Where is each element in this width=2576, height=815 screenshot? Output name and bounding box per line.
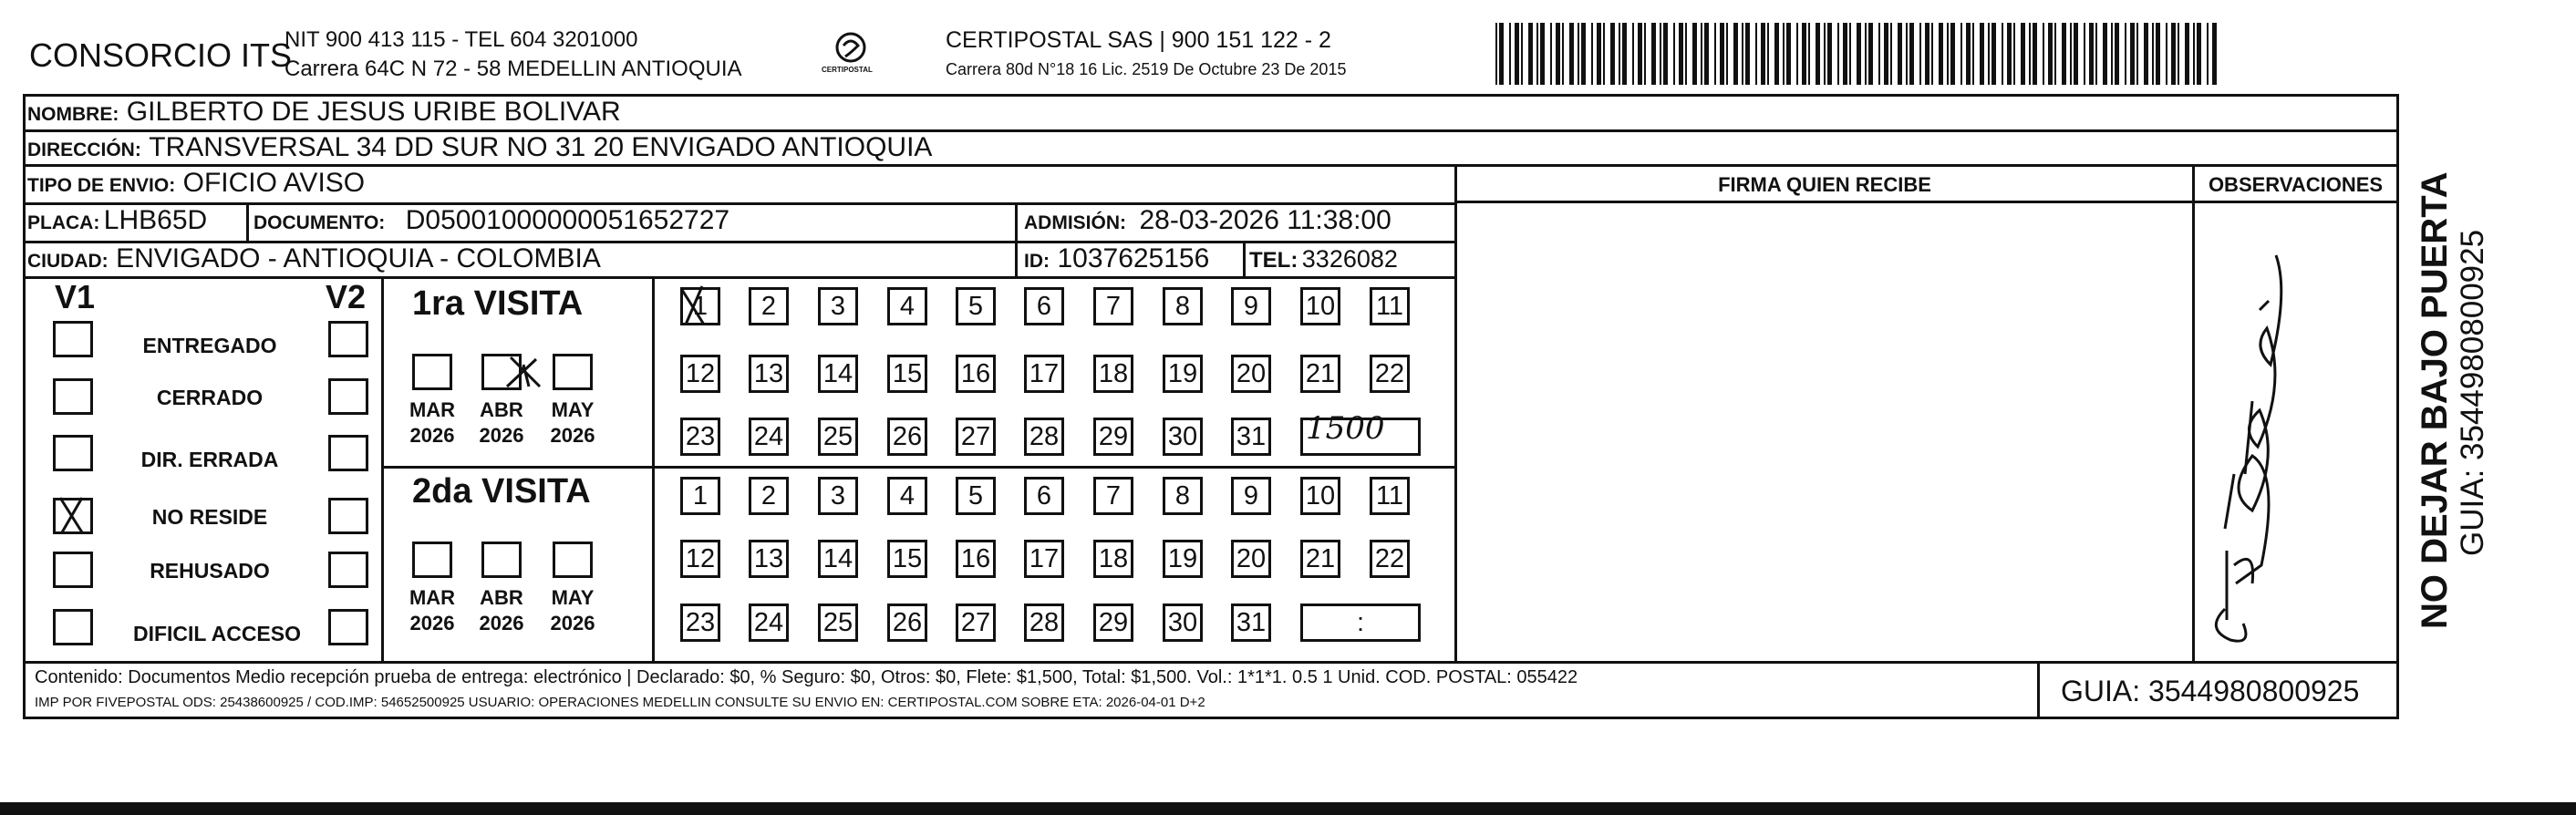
second-visit-day-box[interactable]: 3 bbox=[818, 477, 858, 515]
company-name: CONSORCIO ITS bbox=[29, 36, 293, 74]
tel-label: TEL: bbox=[1249, 248, 1298, 273]
admision-value: 28-03-2026 11:38:00 bbox=[1139, 205, 1391, 235]
second-visit-day-box[interactable]: 22 bbox=[1370, 540, 1410, 578]
second-visit-day-box[interactable]: 14 bbox=[818, 540, 858, 578]
first-visit-month-label: MAY 2026 bbox=[550, 398, 595, 447]
tipo-label: TIPO DE ENVIO: bbox=[27, 175, 176, 196]
first-visit-month-label: ABR 2026 bbox=[479, 398, 524, 447]
tipo-value: OFICIO AVISO bbox=[182, 168, 366, 198]
first-visit-day-box[interactable]: 19 bbox=[1163, 355, 1203, 393]
second-visit-title: 2da VISITA bbox=[412, 472, 591, 511]
first-visit-day-box[interactable]: 18 bbox=[1093, 355, 1133, 393]
second-visit-day-box[interactable]: 24 bbox=[749, 604, 789, 642]
placa-label: PLACA: bbox=[27, 212, 100, 233]
divider bbox=[2037, 661, 2040, 719]
first-visit-day-box[interactable]: 1 bbox=[680, 287, 720, 325]
status-label: DIFICIL ACCESO bbox=[132, 622, 301, 645]
nombre-label: NOMBRE: bbox=[27, 104, 119, 125]
side-guia: GUIA: 3544980800925 bbox=[2455, 229, 2490, 556]
status-label: ENTREGADO bbox=[142, 334, 277, 357]
certipostal-logo-text: CERTIPOSTAL bbox=[822, 66, 873, 74]
first-visit-day-box[interactable]: 28 bbox=[1024, 418, 1064, 456]
second-visit-day-box[interactable]: 2 bbox=[749, 477, 789, 515]
status-label: REHUSADO bbox=[150, 559, 270, 583]
first-visit-day-box[interactable]: 10 bbox=[1300, 287, 1340, 325]
first-visit-day-box[interactable]: 22 bbox=[1370, 355, 1410, 393]
company-nit-tel: NIT 900 413 115 - TEL 604 3201000 bbox=[284, 27, 638, 52]
company-address: Carrera 64C N 72 - 58 MEDELLIN ANTIOQUIA bbox=[284, 57, 742, 81]
id-label: ID: bbox=[1024, 251, 1050, 272]
firma-header: FIRMA QUIEN RECIBE bbox=[1718, 173, 1931, 196]
first-visit-day-box[interactable]: 30 bbox=[1163, 418, 1203, 456]
first-visit-day-box[interactable]: 8 bbox=[1163, 287, 1203, 325]
second-visit-day-box[interactable]: 27 bbox=[956, 604, 996, 642]
first-visit-day-box[interactable]: 11 bbox=[1370, 287, 1410, 325]
status-label: DIR. ERRADA bbox=[140, 448, 279, 471]
footer-contenido: Contenido: Documentos Medio recepción prueba de entrega: electrónico | Declarado: $0, % Seguro: $0, Otros: $0, Flete: $1,500, Total: $1,500. Vol.: 1*1*1. 0.5 1 Unid. COD. POSTAL: 055422 bbox=[35, 667, 1578, 687]
v1-label: V1 bbox=[55, 278, 96, 315]
placa-value: LHB65D bbox=[103, 205, 208, 235]
first-visit-day-box[interactable]: 14 bbox=[818, 355, 858, 393]
second-visit-day-box[interactable]: 12 bbox=[680, 540, 720, 578]
footer-imp: IMP POR FIVEPOSTAL ODS: 25438600925 / COD.IMP: 54652500925 USUARIO: OPERACIONES MEDELLIN CONSULTE SU ENVIO EN: CERTIPOSTAL.COM SOBRE ETA: 2026-04-01 D+2 bbox=[35, 695, 1205, 710]
second-visit-day-box[interactable]: 16 bbox=[956, 540, 996, 578]
first-visit-day-box[interactable]: 7 bbox=[1093, 287, 1133, 325]
second-visit-day-box[interactable]: 9 bbox=[1231, 477, 1271, 515]
first-visit-day-box[interactable]: 12 bbox=[680, 355, 720, 393]
second-visit-day-box[interactable]: 29 bbox=[1093, 604, 1133, 642]
first-visit-title: 1ra VISITA bbox=[412, 284, 584, 323]
id-value: 1037625156 bbox=[1057, 243, 1210, 273]
second-visit-day-box[interactable]: 8 bbox=[1163, 477, 1203, 515]
second-visit-day-box[interactable]: 11 bbox=[1370, 477, 1410, 515]
second-visit-day-box[interactable]: 4 bbox=[887, 477, 927, 515]
divider bbox=[23, 661, 2399, 664]
second-visit-day-box[interactable]: 18 bbox=[1093, 540, 1133, 578]
first-visit-day-box[interactable]: 27 bbox=[956, 418, 996, 456]
second-visit-day-box[interactable]: 28 bbox=[1024, 604, 1064, 642]
side-warning: NO DEJAR BAJO PUERTA bbox=[2415, 171, 2455, 629]
second-visit-day-box[interactable]: 31 bbox=[1231, 604, 1271, 642]
second-visit-day-box[interactable]: 30 bbox=[1163, 604, 1203, 642]
certipostal-info: CERTIPOSTAL SAS | 900 151 122 - 2 bbox=[946, 27, 1331, 53]
first-visit-day-box[interactable]: 17 bbox=[1024, 355, 1064, 393]
first-visit-day-box[interactable]: 13 bbox=[749, 355, 789, 393]
first-visit-day-box[interactable]: 31 bbox=[1231, 418, 1271, 456]
second-visit-time-box[interactable]: : bbox=[1300, 604, 1421, 642]
second-visit-day-box[interactable]: 20 bbox=[1231, 540, 1271, 578]
footer-guia: GUIA: 3544980800925 bbox=[2061, 675, 2360, 707]
ciudad-label: CIUDAD: bbox=[27, 251, 109, 272]
first-visit-time-handwritten: 1500 bbox=[1306, 410, 1385, 447]
status-label: CERRADO bbox=[156, 386, 264, 409]
second-visit-month-label: MAR 2026 bbox=[409, 586, 456, 634]
first-visit-day-box[interactable]: 6 bbox=[1024, 287, 1064, 325]
second-visit-day-box[interactable]: 10 bbox=[1300, 477, 1340, 515]
first-visit-day-box[interactable]: 5 bbox=[956, 287, 996, 325]
first-visit-day-box[interactable]: 16 bbox=[956, 355, 996, 393]
second-visit-day-box[interactable]: 21 bbox=[1300, 540, 1340, 578]
ciudad-value: ENVIGADO - ANTIOQUIA - COLOMBIA bbox=[116, 243, 601, 273]
second-visit-month-label: ABR 2026 bbox=[479, 586, 524, 634]
admision-label: ADMISIÓN: bbox=[1024, 212, 1126, 233]
first-visit-day-box[interactable]: 3 bbox=[818, 287, 858, 325]
first-visit-day-box[interactable]: 25 bbox=[818, 418, 858, 456]
first-visit-day-box[interactable]: 26 bbox=[887, 418, 927, 456]
scan-bottom-edge bbox=[0, 802, 2576, 815]
documento-label: DOCUMENTO: bbox=[253, 212, 386, 233]
second-visit-day-box[interactable]: 25 bbox=[818, 604, 858, 642]
certipostal-license: Carrera 80d N°18 16 Lic. 2519 De Octubre 23 De 2015 bbox=[946, 60, 1347, 78]
second-visit-month-label: MAY 2026 bbox=[550, 586, 595, 634]
first-visit-month-label: MAR 2026 bbox=[409, 398, 456, 447]
second-visit-day-box[interactable]: 1 bbox=[680, 477, 720, 515]
direccion-label: DIRECCIÓN: bbox=[27, 139, 141, 160]
second-visit-day-box[interactable]: 13 bbox=[749, 540, 789, 578]
v2-label: V2 bbox=[326, 278, 367, 315]
second-visit-day-box[interactable]: 7 bbox=[1093, 477, 1133, 515]
second-visit-day-box[interactable]: 26 bbox=[887, 604, 927, 642]
tel-value: 3326082 bbox=[1301, 245, 1398, 273]
second-visit-day-box[interactable]: 5 bbox=[956, 477, 996, 515]
first-visit-day-box[interactable]: 24 bbox=[749, 418, 789, 456]
second-visit-day-box[interactable]: 6 bbox=[1024, 477, 1064, 515]
observaciones-header: OBSERVACIONES bbox=[2208, 173, 2384, 196]
first-visit-day-box[interactable]: 20 bbox=[1231, 355, 1271, 393]
second-visit-day-box[interactable]: 19 bbox=[1163, 540, 1203, 578]
second-visit-day-box[interactable]: 15 bbox=[887, 540, 927, 578]
first-visit-day-box[interactable]: 15 bbox=[887, 355, 927, 393]
direccion-value: TRANSVERSAL 34 DD SUR NO 31 20 ENVIGADO ANTIOQUIA bbox=[149, 132, 933, 162]
first-visit-day-box[interactable]: 29 bbox=[1093, 418, 1133, 456]
status-label: NO RESIDE bbox=[151, 505, 268, 529]
first-visit-day-box[interactable]: 23 bbox=[680, 418, 720, 456]
nombre-value: GILBERTO DE JESUS URIBE BOLIVAR bbox=[126, 97, 621, 127]
first-visit-day-box[interactable]: 9 bbox=[1231, 287, 1271, 325]
documento-value: D05001000000051652727 bbox=[405, 205, 730, 235]
first-visit-day-box[interactable]: 4 bbox=[887, 287, 927, 325]
second-visit-day-box[interactable]: 23 bbox=[680, 604, 720, 642]
second-visit-day-box[interactable]: 17 bbox=[1024, 540, 1064, 578]
first-visit-day-box[interactable]: 21 bbox=[1300, 355, 1340, 393]
first-visit-day-box[interactable]: 2 bbox=[749, 287, 789, 325]
